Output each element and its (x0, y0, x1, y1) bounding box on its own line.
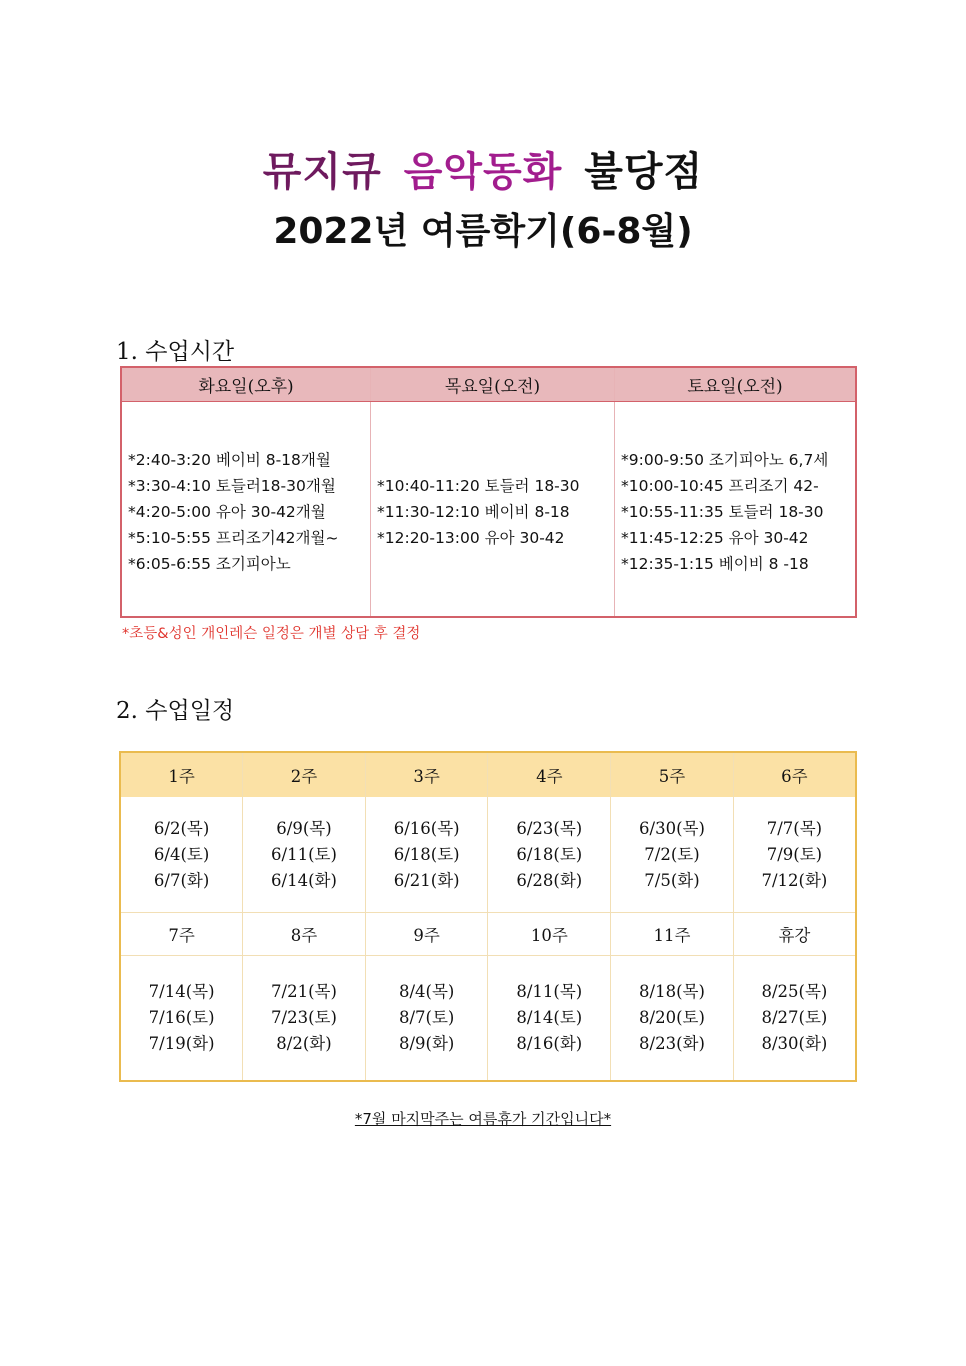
week-label: 5주 (611, 752, 734, 797)
slot-item: *9:00-9:50 조기피아노 6,7세 (621, 451, 829, 469)
date-item: 6/14(화) (271, 870, 337, 890)
week-label: 7주 (120, 913, 243, 956)
week-dates-cell (365, 956, 488, 1082)
date-item: 8/18(목) (639, 982, 705, 1001)
date-item: 7/5(화) (644, 870, 700, 890)
week-dates-cell (243, 797, 366, 913)
week-label: 11주 (611, 913, 734, 956)
date-item: 7/21(목) (271, 982, 337, 1001)
week-dates-row (120, 956, 856, 1082)
week-dates-cell (611, 797, 734, 913)
section-heading-class-schedule: 2. 수업일정 (116, 698, 235, 724)
date-item: 7/7(목) (766, 818, 823, 838)
week-header-row (120, 913, 856, 956)
date-item: 7/12(화) (761, 870, 828, 890)
date-item: 8/27(토) (761, 1008, 828, 1027)
slot-item: *3:30-4:10 토들러18-30개월 (128, 477, 336, 495)
date-item: 8/7(토) (398, 1008, 455, 1027)
date-item: 8/16(화) (516, 1034, 583, 1053)
class-times-table (120, 366, 857, 618)
date-item: 8/30(화) (761, 1034, 828, 1053)
section-heading-class-times: 1. 수업시간 (116, 339, 235, 365)
week-dates-cell (733, 797, 856, 913)
slot-item: *10:40-11:20 토들러 18-30 (377, 477, 580, 495)
slot-item: *2:40-3:20 베이비 8-18개월 (128, 451, 331, 469)
date-item: 6/4(토) (153, 844, 210, 864)
document-subtitle: 2022년 여름학기(6-8월) (273, 211, 693, 252)
title-word-music-story: 음악동화 (403, 149, 563, 195)
week-dates-cell (611, 956, 734, 1082)
class-schedule-table (119, 751, 857, 1082)
date-item: 7/16(토) (148, 1008, 215, 1027)
week-label: 10주 (488, 913, 611, 956)
date-item: 6/28(화) (516, 870, 583, 890)
slot-item: *10:00-10:45 프리조기 42- (621, 477, 819, 495)
date-item: 7/14(목) (148, 982, 215, 1001)
private-lesson-note: *초등&성인 개인레슨 일정은 개별 상담 후 결정 (122, 626, 421, 642)
date-item: 7/9(토) (766, 844, 823, 864)
date-item: 7/19(화) (148, 1034, 215, 1053)
tuesday-slots (121, 402, 371, 618)
date-item: 7/2(토) (644, 844, 700, 864)
thursday-slots (371, 402, 615, 618)
slot-item: *4:20-5:00 유아 30-42개월 (128, 503, 326, 521)
date-item: 6/2(목) (153, 818, 210, 838)
column-header-thursday: 목요일(오전) (371, 367, 615, 402)
week-dates-cell (120, 797, 243, 913)
week-dates-row (120, 797, 856, 913)
week-label: 8주 (243, 913, 366, 956)
class-times-body-row (121, 402, 856, 618)
summer-vacation-note: *7월 마지막주는 여름휴가 기간입니다* (354, 1110, 612, 1128)
date-item: 8/23(화) (639, 1034, 705, 1053)
column-header-tuesday: 화요일(오후) (121, 367, 371, 402)
week-dates-cell (120, 956, 243, 1082)
date-item: 6/21(화) (393, 870, 460, 890)
week-dates-cell (488, 956, 611, 1082)
date-item: 8/20(토) (639, 1008, 705, 1027)
column-header-saturday: 토요일(오전) (615, 367, 857, 402)
date-item: 8/11(목) (516, 982, 583, 1001)
date-item: 6/23(목) (516, 818, 583, 838)
week-dates-cell (243, 956, 366, 1082)
week-label: 4주 (488, 752, 611, 797)
date-item: 6/11(토) (271, 844, 337, 864)
date-item: 6/7(화) (153, 870, 210, 890)
date-item: 6/18(토) (516, 844, 583, 864)
week-header-row (120, 752, 856, 797)
date-item: 6/9(목) (276, 818, 332, 838)
slot-item: *11:30-12:10 베이비 8-18 (377, 503, 570, 521)
week-label: 6주 (733, 752, 856, 797)
week-label: 2주 (243, 752, 366, 797)
week-label: 3주 (365, 752, 488, 797)
date-item: 8/14(토) (516, 1008, 583, 1027)
slot-item: *11:45-12:25 유아 30-42 (621, 529, 809, 547)
week-dates-cell (488, 797, 611, 913)
date-item: 8/25(목) (761, 982, 828, 1001)
date-item: 8/9(화) (398, 1034, 455, 1053)
week-label: 1주 (120, 752, 243, 797)
slot-item: *12:20-13:00 유아 30-42 (377, 529, 565, 547)
week-dates-cell (733, 956, 856, 1082)
date-item: 6/16(목) (393, 818, 460, 838)
date-item: 8/4(목) (398, 982, 455, 1001)
date-item: 8/2(화) (276, 1034, 332, 1053)
slot-item: *10:55-11:35 토들러 18-30 (621, 503, 824, 521)
title-word-branch: 불당점 (584, 149, 704, 195)
document-title (0, 140, 966, 197)
title-word-musical: 뮤지큐 (262, 149, 382, 195)
class-times-header-row (121, 367, 856, 402)
week-label: 9주 (365, 913, 488, 956)
slot-item: *12:35-1:15 베이비 8 -18 (621, 555, 809, 573)
slot-item: *5:10-5:55 프리조기42개월~ (128, 529, 339, 547)
date-item: 7/23(토) (271, 1008, 337, 1027)
slot-item: *6:05-6:55 조기피아노 (128, 555, 291, 573)
date-item: 6/30(목) (639, 818, 705, 838)
week-dates-cell (365, 797, 488, 913)
date-item: 6/18(토) (393, 844, 460, 864)
week-label: 휴강 (733, 913, 856, 956)
saturday-slots (615, 402, 857, 618)
